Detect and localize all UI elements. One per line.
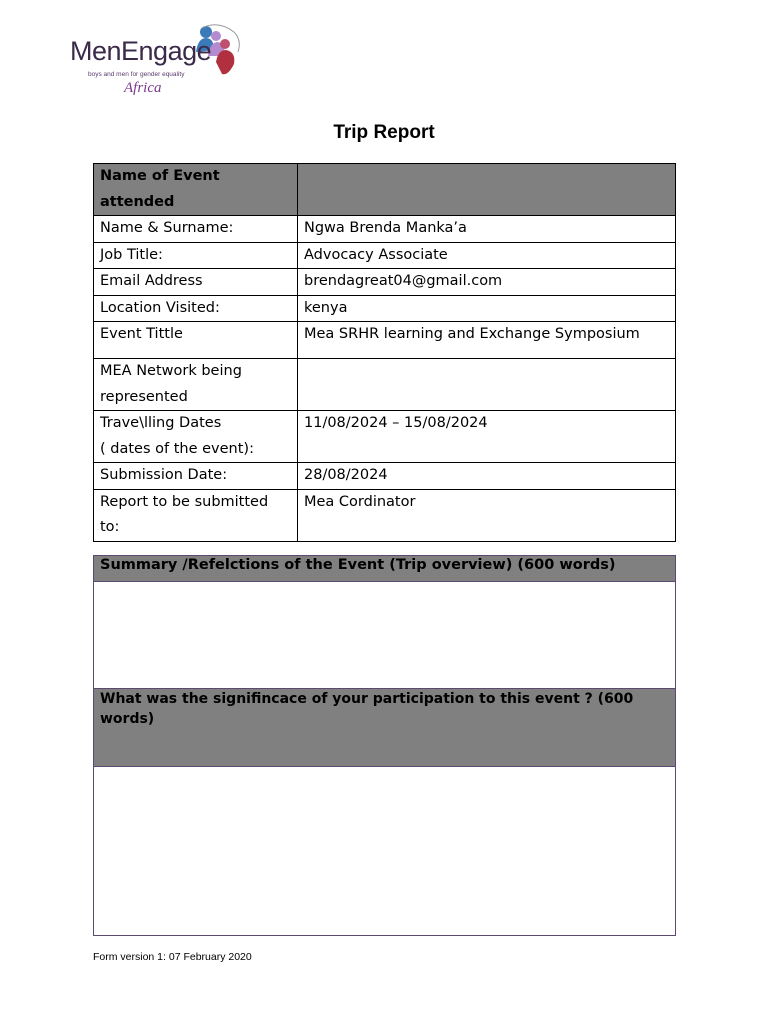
form-version-footer: Form version 1: 07 February 2020 [93, 951, 252, 963]
submission-date-value[interactable]: 28/08/2024 [298, 463, 676, 490]
table-row [94, 242, 676, 269]
event-attended-value[interactable] [298, 164, 676, 216]
email-label: Email Address [94, 269, 298, 296]
job-title-value[interactable]: Advocacy Associate [298, 242, 676, 269]
table-row [94, 359, 676, 411]
name-value[interactable]: Ngwa Brenda Manka’a [298, 216, 676, 243]
submitted-to-label: Report to be submitted to: [94, 489, 298, 541]
submission-date-label: Submission Date: [94, 463, 298, 490]
significance-heading: What was the signifincace of your participation to this event ? (600 words) [94, 688, 675, 767]
significance-body[interactable] [94, 767, 675, 933]
event-title-label: Event Tittle [94, 322, 298, 359]
table-row [94, 164, 676, 216]
summary-heading: Summary /Refelctions of the Event (Trip overview) (600 words) [94, 556, 675, 582]
menengage-logo [68, 22, 248, 106]
trip-info-table [93, 163, 676, 542]
email-value[interactable]: brendagreat04@gmail.com [298, 269, 676, 296]
table-row [94, 269, 676, 296]
logo-tagline: boys and men for gender equality [88, 71, 185, 78]
table-row [94, 216, 676, 243]
name-label: Name & Surname: [94, 216, 298, 243]
event-title-value[interactable]: Mea SRHR learning and Exchange Symposium [298, 322, 676, 359]
table-row [94, 295, 676, 322]
report-sections [93, 555, 676, 936]
travel-dates-sublabel: ( dates of the event): [100, 440, 254, 457]
page-title: Trip Report [333, 122, 435, 143]
network-value[interactable] [298, 359, 676, 411]
location-label: Location Visited: [94, 295, 298, 322]
submitted-to-value[interactable]: Mea Cordinator [298, 489, 676, 541]
table-row [94, 463, 676, 490]
logo-wordmark: MenEngage [70, 36, 212, 66]
network-label: MEA Network being represented [94, 359, 298, 411]
table-row [94, 322, 676, 359]
logo-region: Africa [124, 80, 162, 96]
travel-dates-value[interactable]: 11/08/2024 – 15/08/2024 [298, 411, 676, 463]
table-row [94, 489, 676, 541]
travel-dates-label: Trave\lling Dates [100, 415, 222, 431]
job-title-label: Job Title: [94, 242, 298, 269]
table-row [94, 411, 676, 463]
event-attended-label: Name of Event attended [94, 164, 298, 216]
summary-body[interactable] [94, 582, 675, 688]
location-value[interactable]: kenya [298, 295, 676, 322]
travel-dates-label-cell [94, 411, 298, 463]
